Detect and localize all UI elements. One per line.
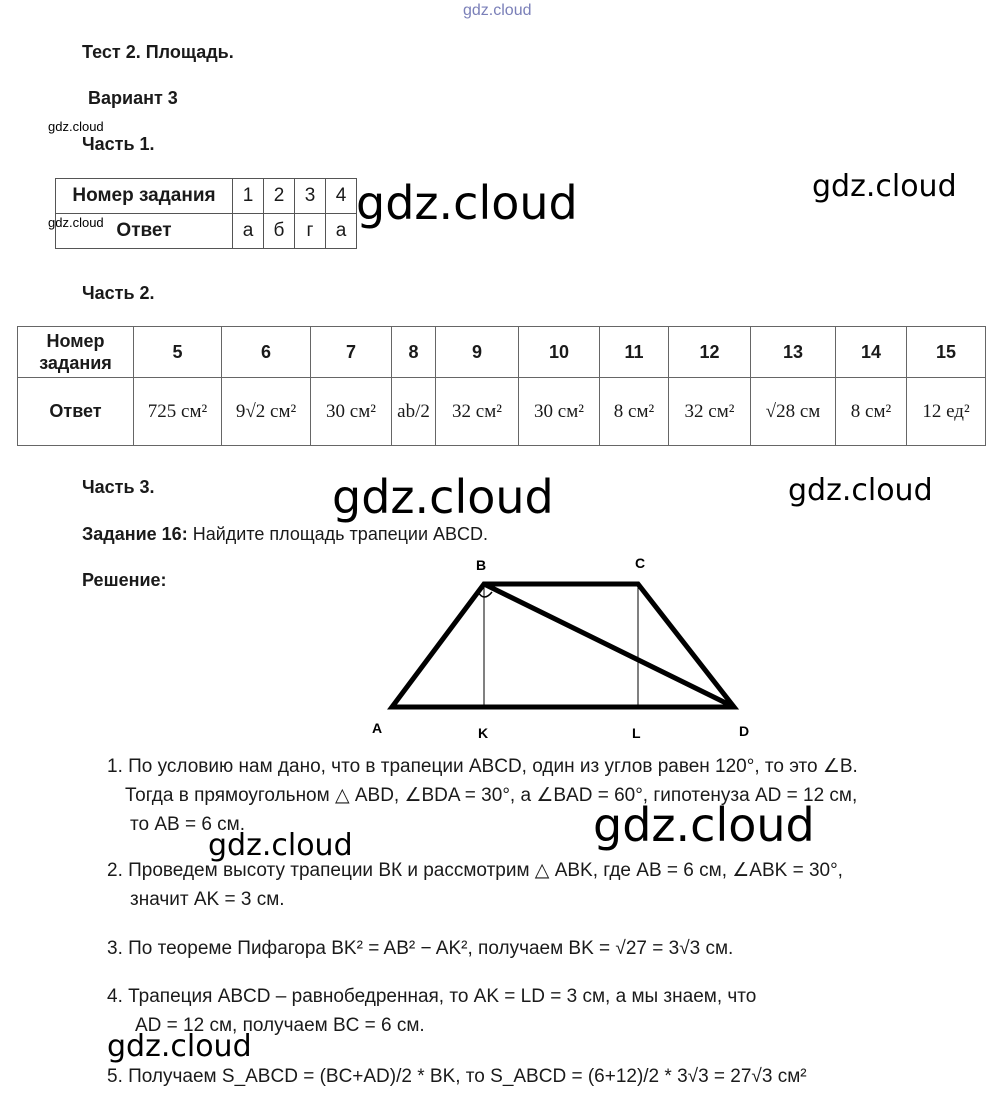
point-label-c: C xyxy=(635,555,646,571)
part2-answer: ab/2 xyxy=(392,378,436,446)
part2-answer: 30 см² xyxy=(519,378,600,446)
watermark-top: gdz.cloud xyxy=(463,2,532,19)
watermark-right-1: gdz.cloud xyxy=(812,169,957,204)
diagonal-bd xyxy=(484,584,734,707)
watermark-small-2: gdz.cloud xyxy=(48,215,104,230)
part2-answer: 32 см² xyxy=(436,378,519,446)
task-text: Найдите площадь трапеции ABCD. xyxy=(192,524,489,544)
watermark-small-1: gdz.cloud xyxy=(48,119,104,134)
part2-heading: Часть 2. xyxy=(82,283,155,303)
part2-number: 13 xyxy=(751,327,836,378)
part2-answer: 8 см² xyxy=(836,378,907,446)
variant-label: Вариант 3 xyxy=(88,88,178,108)
part2-answer-label: Ответ xyxy=(18,378,134,446)
step-1-line-3: то AB = 6 см. xyxy=(130,814,246,835)
part1-answer: а xyxy=(326,214,357,249)
point-label-d: D xyxy=(739,723,750,739)
part2-answer: 30 см² xyxy=(311,378,392,446)
part2-number: 7 xyxy=(311,327,392,378)
point-label-a: A xyxy=(372,720,383,736)
point-label-b: B xyxy=(476,557,487,573)
part2-answer: √28 см xyxy=(751,378,836,446)
point-label-k: K xyxy=(478,725,489,741)
part2-number: 8 xyxy=(392,327,436,378)
step-5-line-1: 5. Получаем S_ABCD = (BC+AD)/2 * BK, то S_ABCD = (6+12)/2 * 3√3 = 27√3 см² xyxy=(107,1066,807,1087)
watermark-left-2: gdz.cloud xyxy=(107,1029,252,1064)
step-1-line-1: 1. По условию нам дано, что в трапеции ABCD, один из углов равен 120°, то это ∠B. xyxy=(107,756,858,777)
part2-table xyxy=(17,326,986,446)
part1-answer: г xyxy=(295,214,326,249)
part1-heading: Часть 1. xyxy=(82,134,155,154)
part1-header-label: Номер задания xyxy=(56,179,233,214)
part1-answer: а xyxy=(233,214,264,249)
part2-number: 5 xyxy=(134,327,222,378)
part3-heading: Часть 3. xyxy=(82,477,155,497)
part2-answer: 12 ед² xyxy=(907,378,986,446)
step-3-line-1: 3. По теореме Пифагора BK² = AB² − AK², получаем BK = √27 = 3√3 см. xyxy=(107,938,734,959)
point-label-l: L xyxy=(632,725,641,741)
part2-header-label: Номер задания xyxy=(18,327,134,378)
part2-number: 15 xyxy=(907,327,986,378)
part2-number: 14 xyxy=(836,327,907,378)
task-16 xyxy=(82,524,488,545)
part1-number: 1 xyxy=(233,179,264,214)
part2-number: 6 xyxy=(222,327,311,378)
step-4-line-2: AD = 12 см, получаем BC = 6 см. xyxy=(135,1015,425,1036)
watermark-right-2: gdz.cloud xyxy=(788,473,933,508)
step-1-line-2: Тогда в прямоугольном △ ABD, ∠BDA = 30°, а ∠BAD = 60°, гипотенуза AD = 12 см, xyxy=(125,785,858,806)
trapezoid-figure xyxy=(360,550,780,750)
part2-answer: 725 см² xyxy=(134,378,222,446)
part2-answer: 8 см² xyxy=(600,378,669,446)
step-2-line-1: 2. Проведем высоту трапеции ВК и рассмотрим △ ABK, где AB = 6 см, ∠ABK = 30°, xyxy=(107,860,843,881)
part2-number: 11 xyxy=(600,327,669,378)
watermark-left-1: gdz.cloud xyxy=(208,828,353,863)
step-4-line-1: 4. Трапеция ABCD – равнобедренная, то AK = LD = 3 см, а мы знаем, что xyxy=(107,986,757,1007)
part1-number: 3 xyxy=(295,179,326,214)
part1-answer: б xyxy=(264,214,295,249)
part1-answer-label: Ответ xyxy=(56,214,233,249)
task-label: Задание 16: xyxy=(82,524,188,544)
part2-answer: 9√2 см² xyxy=(222,378,311,446)
part1-number: 2 xyxy=(264,179,295,214)
watermark-large-2: gdz.cloud xyxy=(332,470,554,524)
part1-table xyxy=(55,178,357,249)
watermark-large-3: gdz.cloud xyxy=(593,798,815,852)
step-2-line-2: значит AK = 3 см. xyxy=(130,889,285,910)
part2-number: 12 xyxy=(669,327,751,378)
part2-number: 9 xyxy=(436,327,519,378)
page-title: Тест 2. Площадь. xyxy=(82,42,234,62)
part2-answer: 32 см² xyxy=(669,378,751,446)
trapezoid-outline xyxy=(392,584,734,707)
part1-number: 4 xyxy=(326,179,357,214)
part2-number: 10 xyxy=(519,327,600,378)
watermark-large-1: gdz.cloud xyxy=(356,176,578,230)
solution-label: Решение: xyxy=(82,570,167,590)
